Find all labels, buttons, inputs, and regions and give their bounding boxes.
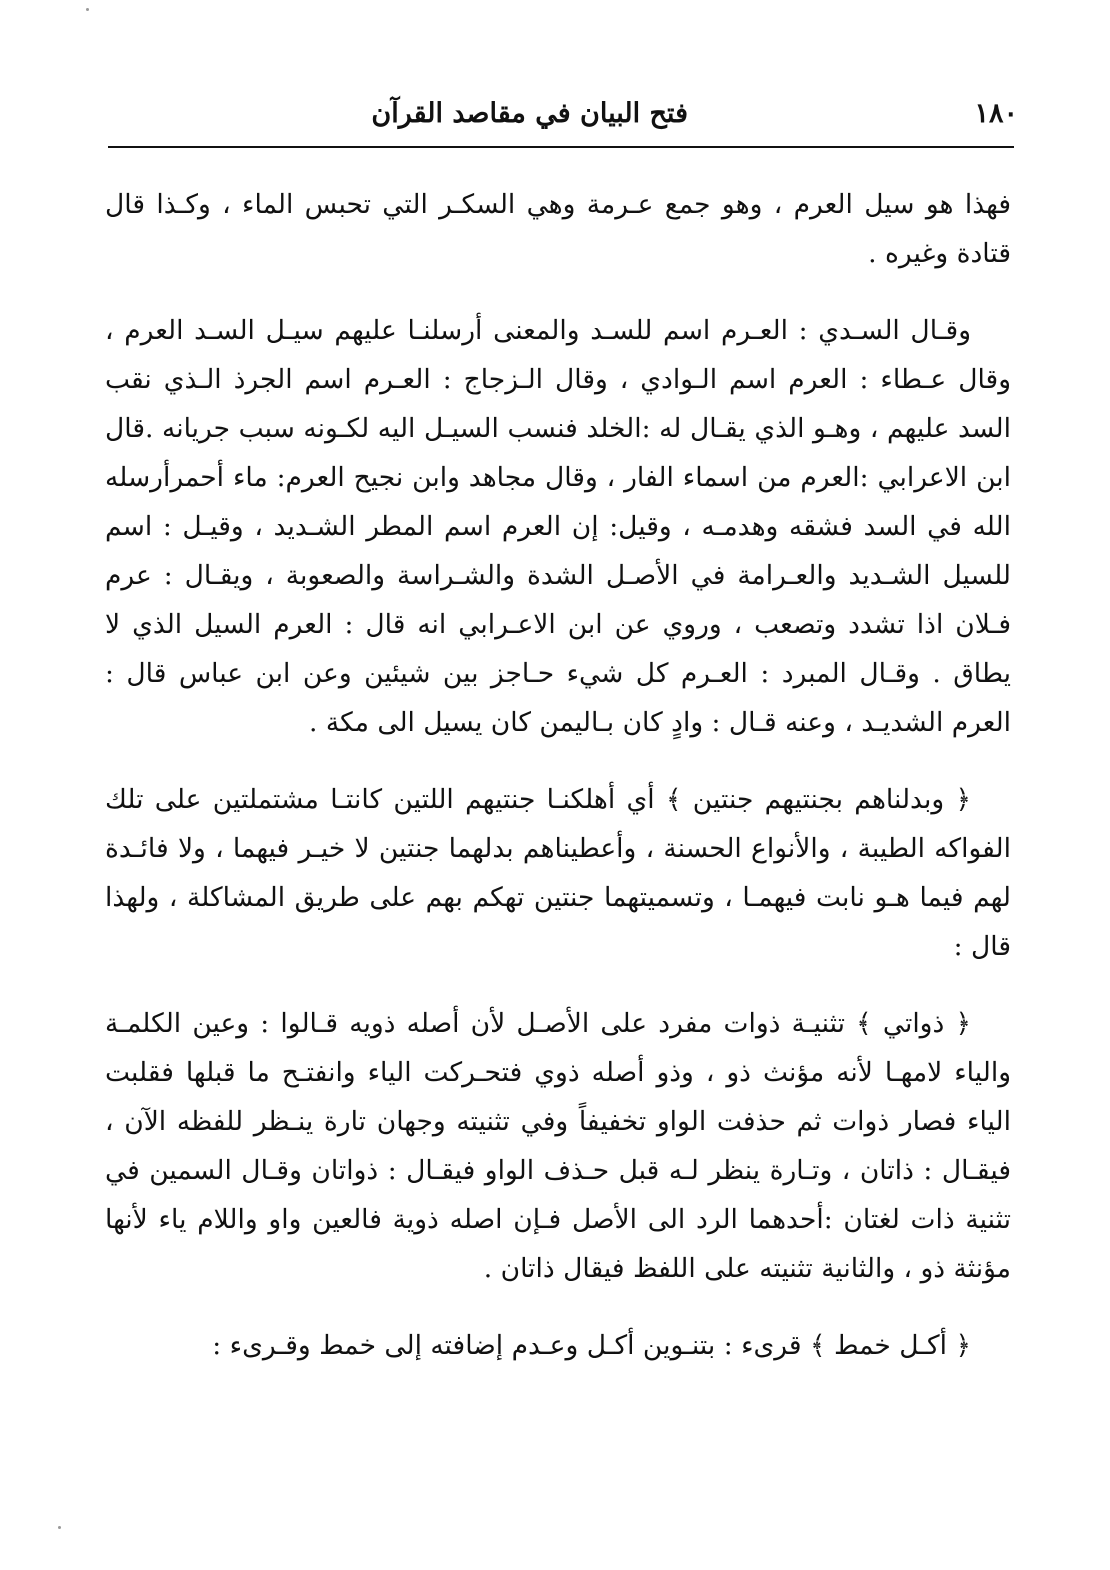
paragraph-2: وقـال السـدي : العـرم اسم للسـد والمعنى أرسلنـا عليهم سيـل السـد العرم ، وقال عـطاء : العرم اسم الـوادي ، وقال الـزجاج : العـرم اسم الجرذ الـذي نقب السد عليهم ، وهـو الذي يقـال له :الخلد فنسب السيـل اليه لكـونه سبب جريانه .قال ابن الاعرابي :العرم من اسماء الفار ، وقال مجاهد وابن نجيح العرم: ماء أحمرأرسله الله في السد فشقه وهدمـه ، وقيل: إن العرم اسم المطر الشـديد ، وقيـل : اسم للسيل الشـديد والعـرامة في الأصـل الشدة والشـراسة والصعوبة ، ويقـال : عرم فـلان اذا تشدد وتصعب ، وروي عن ابن الاعـرابي انه قال : العرم السيل الذي لا يطاق . وقـال المبرد : العـرم كل شيء حـاجز بين شيئين وعن ابن عباس قال : العرم الشديـد ، وعنه قـال : وادٍ كان بـاليمن كان يسيل الى مكة . [105, 315, 1011, 738]
page-header [108, 92, 1018, 142]
paragraph-1: فهذا هو سيل العرم ، وهو جمع عـرمة وهي السكـر التي تحبس الماء ، وكـذا قال قتادة وغيره . [105, 189, 1011, 269]
scan-speck [86, 8, 89, 11]
paragraph-5: ﴿ أكـل خمط ﴾ قرىء : بتنـوين أكـل وعـدم إضافته إلى خمط وقـرىء : [212, 1330, 971, 1361]
header-rule [108, 146, 1014, 148]
paragraph-4: ﴿ ذواتي ﴾ تثنيـة ذوات مفرد على الأصـل لأن أصله ذويه قـالوا : وعين الكلمـة والياء لامهـا لأنه مؤنث ذو ، وذو أصله ذوي فتحـركت الياء وانفتـح ما قبلها فقلبت الياء فصار ذوات ثم حذفت الواو تخفيفاً وفي تثنيته وجهان تارة ينـظر للفظه الآن ، فيقـال : ذاتان ، وتـارة ينظر لـه قبل حـذف الواو فيقـال : ذواتان وقـال السمين في تثنية ذات لغتان :أحدهما الرد الى الأصل فـإن اصله ذوية فالعين واو واللام ياء لأنها مؤنثة ذو ، والثانية تثنيته على اللفظ فيقال ذاتان . [105, 1008, 1011, 1284]
running-title: فتح البيان في مقاصد القرآن [371, 98, 688, 129]
paragraph-3: ﴿ وبدلناهم بجنتيهم جنتين ﴾ أي أهلكنـا جنتيهم اللتين كانتـا مشتملتين على تلك الفواكه الطيبة ، والأنواع الحسنة ، وأعطيناهم بدلهما جنتين لا خيـر فيهما ، ولا فائـدة لهم فيما هـو نابت فيهمـا ، وتسميتهما جنتين تهكم بهم على طريق المشاكلة ، ولهذا قال : [105, 784, 1011, 962]
page-number: ١٨٠ [974, 98, 1018, 129]
scan-speck [58, 1526, 61, 1529]
body-text [105, 180, 1011, 1398]
